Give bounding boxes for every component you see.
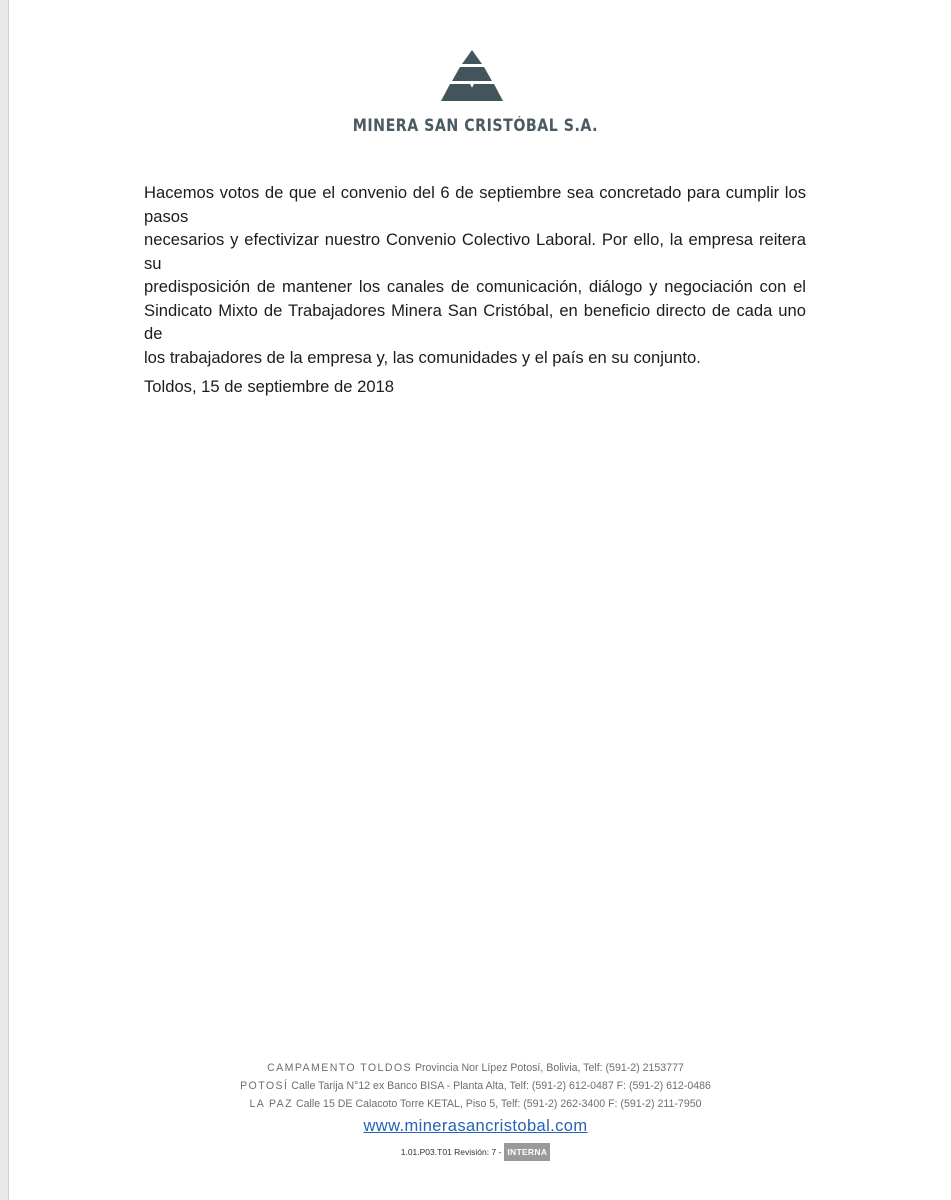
logo-middle-band: [452, 67, 492, 81]
classification-badge: INTERNA: [504, 1143, 550, 1161]
paragraph-line: Sindicato Mixto de Trabajadores Minera San Cristóbal, en beneficio directo de cada uno de: [144, 300, 806, 343]
paragraph-line: predisposición de mantener los canales de comunicación, diálogo y negociación con el: [144, 277, 806, 296]
body-paragraph: [144, 181, 806, 369]
footer-address-text: Calle 15 DE Calacoto Torre KETAL, Piso 5, Telf: (591-2) 262-3400 F: (591-2) 211-7950: [293, 1098, 702, 1110]
footer-location-tag: CAMPAMENTO TOLDOS: [267, 1062, 412, 1074]
footer-address-toldos: [0, 1059, 951, 1077]
company-logo-icon: [437, 50, 507, 106]
footer-location-tag: POTOSÍ: [240, 1080, 289, 1092]
logo-top-triangle: [462, 50, 482, 64]
footer-address-text: Provincia Nor Lípez Potosí, Bolivia, Telf: (591-2) 2153777: [412, 1062, 684, 1074]
footer-location-tag: LA PAZ: [249, 1098, 294, 1110]
company-name: MINERA SAN CRISTÓBAL S.A.: [352, 116, 599, 135]
footer-address-text: Calle Tarija N°12 ex Banco BISA - Planta Alta, Telf: (591-2) 612-0487 F: (591-2) 612-0486: [288, 1080, 711, 1092]
footer-revision-row: [0, 1143, 951, 1161]
paragraph-line: los trabajadores de la empresa y, las comunidades y el país en su conjunto.: [144, 347, 701, 367]
footer-address-potosi: [0, 1077, 951, 1095]
document-page: [8, 0, 951, 1200]
website-link[interactable]: www.minerasancristobal.com: [363, 1117, 588, 1135]
footer: [0, 1059, 951, 1161]
footer-website-row: [0, 1113, 951, 1137]
paragraph-line: Hacemos votos de que el convenio del 6 de septiembre sea concretado para cumplir los pasos: [144, 183, 806, 226]
paragraph-line: necesarios y efectivizar nuestro Convenio Colectivo Laboral. Por ello, la empresa reitera su: [144, 230, 806, 273]
footer-address-la-paz: [0, 1095, 951, 1113]
revision-code: 1.01.P03.T01 Revisión: 7 -: [400, 1147, 502, 1157]
date-line: Toldos, 15 de septiembre de 2018: [144, 377, 394, 396]
